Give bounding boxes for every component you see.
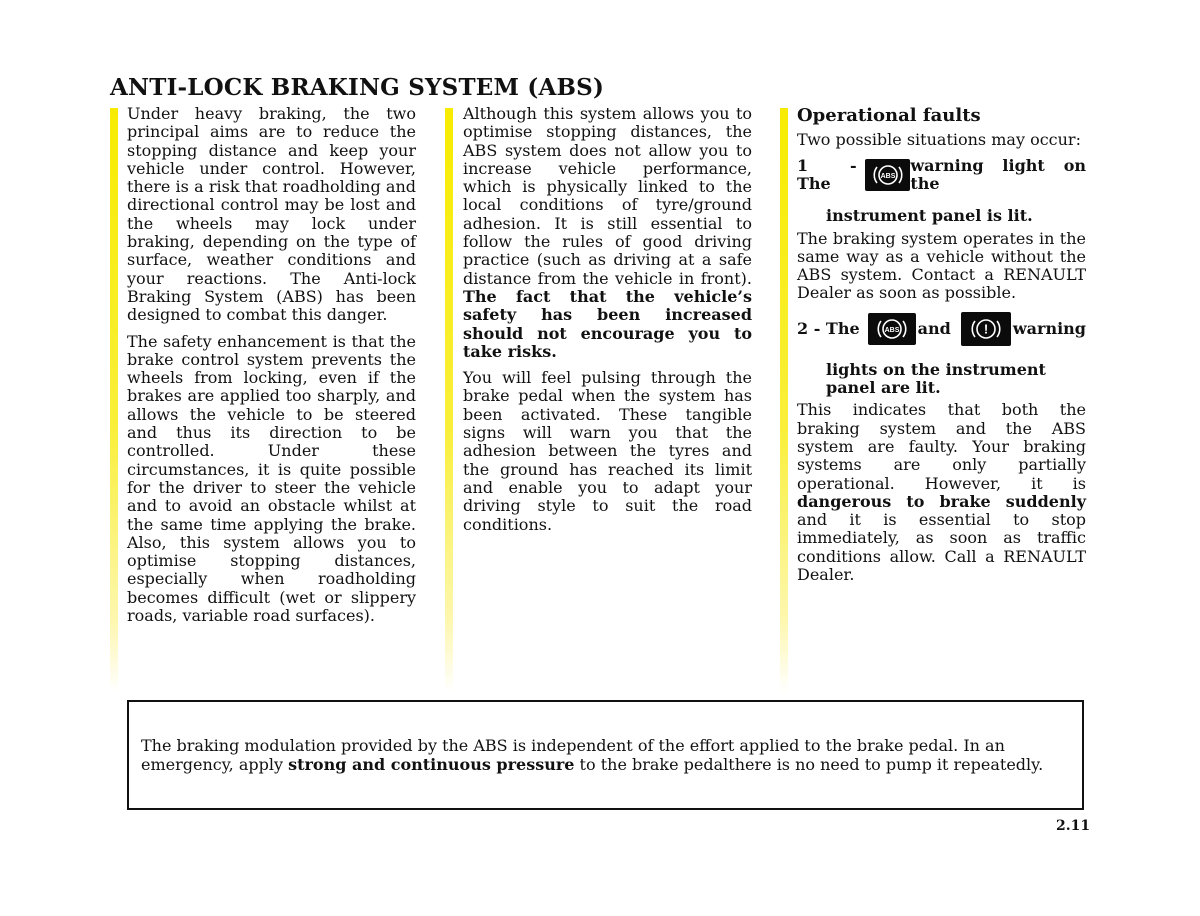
col1-paragraph-1: Under heavy braking, the two principal aims are to reduce the stopping distance and keep your vehicle under control. However, there is a risk that roadholding and directional control may be lost and the wheels may lock under braking, depending on the type of surface, weather conditions and your reactions. The Anti-lock Braking System (ABS) has been designed to combat this danger. (127, 104, 416, 325)
section-heading: Operational faults (797, 105, 981, 126)
svg-text:!: ! (983, 321, 989, 337)
fault-item-2-body-bold: dangerous to brake suddenly (797, 491, 1086, 511)
note-text-2: to the brake pedalthere is no need to pump it repeatedly. (574, 755, 1044, 774)
svg-text:ABS: ABS (884, 326, 900, 334)
fault-item-2-body (797, 401, 1086, 584)
fault-item-1-number: 1 - The (797, 156, 857, 194)
col2-paragraph-1 (463, 105, 752, 361)
brake-warning-icon (961, 312, 1011, 346)
col1-paragraph-2: The safety enhancement is that the brake control system prevents the wheels from locking, even if the brakes are applied too sharply, and allows the vehicle to be steered and thus its direction to be controlled. Under these circumstances, it is quite possible for the driver to steer the vehicle and to avoid an obstacle whilst at the same time applying the brake. Also, this system allows you to optimise stopping distances, especially when roadholding becomes difficult (wet or slippery roads, variable road surfaces). (127, 331, 416, 626)
fault-item-2-number: 2 - The (797, 318, 860, 338)
fault-item-1-subheading: instrument panel is lit. (826, 206, 1033, 226)
svg-text:ABS: ABS (880, 173, 895, 181)
fault-item-2-and: and (917, 318, 951, 338)
fault-item-2-tail: warning (1012, 318, 1086, 338)
note-box (127, 700, 1084, 810)
abs-warning-icon (865, 159, 911, 191)
col2-warning-text: The fact that the vehicle’s safety has been increased should not encourage you to take risks. (463, 286, 752, 361)
fault-item-1-heading (797, 157, 1086, 193)
col2-paragraph-2: You will feel pulsing through the brake pedal when the system has been activated. These tangible signs will warn you that the adhesion between the tyres and the ground has reached its limit and enable you to adapt your driving style to suit the road conditions. (463, 368, 752, 534)
fault-item-2-subheading: lights on the instrument panel are lit. (826, 359, 1046, 398)
fault-item-2-body-text-2: and it is essential to stop immediately, as soon as traffic conditions allow. Call a RENAULT Dealer. (797, 510, 1086, 585)
page-title: ANTI-LOCK BRAKING SYSTEM (ABS) (110, 74, 605, 101)
column-accent-bar (110, 108, 118, 692)
section-intro: Two possible situations may occur: (797, 130, 1081, 149)
column-3 (797, 105, 1086, 592)
fault-item-2-heading (797, 311, 1086, 347)
column-accent-bar (780, 108, 788, 692)
abs-warning-icon (868, 313, 916, 345)
column-2 (463, 105, 752, 542)
col2-paragraph-1-text: Although this system allows you to optimise stopping distances, the ABS system does not allow you to increase vehicle performance, which is physically linked to the local conditions of tyre/ground adhesion. It is still essential to follow the rules of good driving practice (such as driving at a safe distance from the vehicle in front). (463, 104, 752, 288)
column-1 (127, 105, 416, 633)
fault-item-2-body-text-1: This indicates that both the braking system and the ABS system are faulty. Your braking systems are only partially operational. However, it is (797, 400, 1086, 493)
note-text-1: The braking modulation provided by the ABS is independent of the effort applied to the brake pedal. In an emergency, apply (141, 736, 1005, 774)
column-accent-bar (445, 108, 453, 692)
fault-item-1-body: The braking system operates in the same way as a vehicle without the ABS system. Contact a RENAULT Dealer as soon as possible. (797, 228, 1086, 303)
page-number: 2.11 (1056, 818, 1091, 834)
note-text (141, 736, 1073, 774)
fault-item-1-tail: warning light on the (910, 156, 1086, 194)
note-bold: strong and continuous pressure (288, 755, 575, 774)
